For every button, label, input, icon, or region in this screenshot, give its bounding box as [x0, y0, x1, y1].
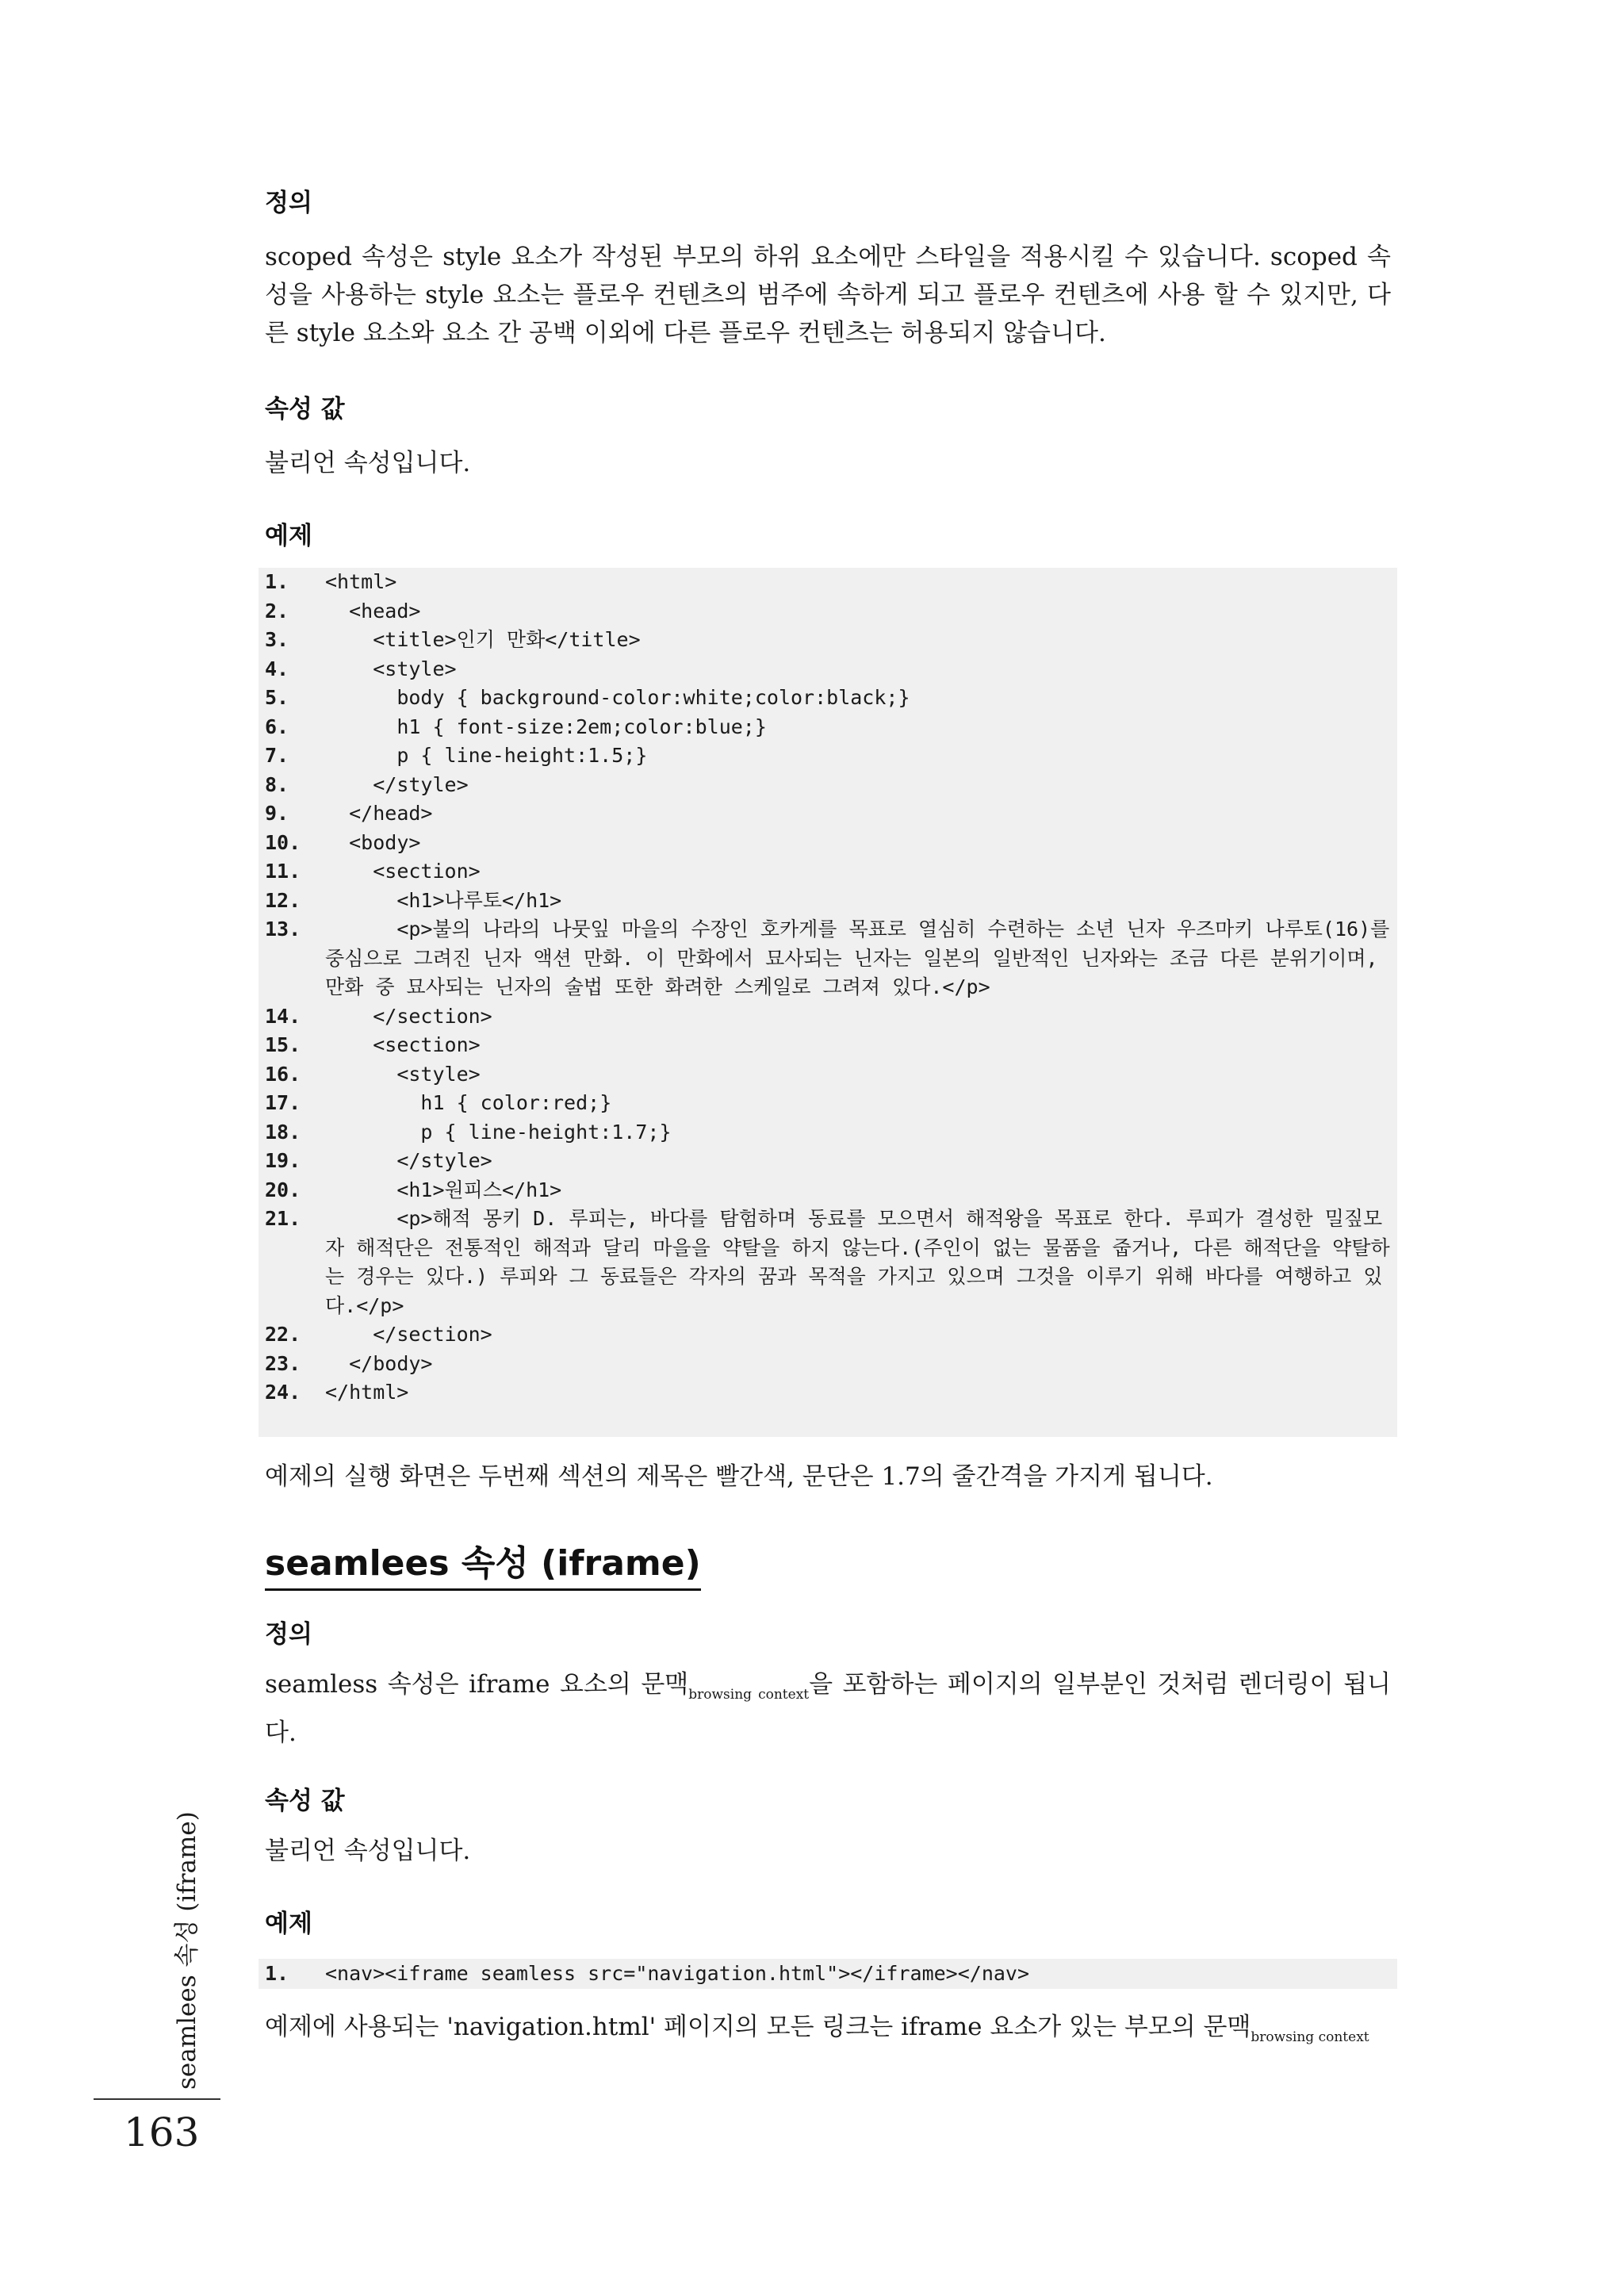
code-line [259, 799, 1397, 829]
code-text: <html> [325, 570, 397, 593]
code-line [259, 655, 1397, 684]
definition-heading-2: 정의 [265, 1620, 312, 1649]
code-text: h1 { color:red;} [325, 1091, 612, 1114]
code-text: </section> [325, 1004, 492, 1028]
code-line [259, 1350, 1397, 1379]
subscript-browsing-context: browsing context [688, 1687, 810, 1703]
line-number: 1. [265, 1962, 289, 1985]
code-line [259, 829, 1397, 858]
code-text: <p>해적 몽키 D. 루피는, 바다를 탐험하며 동료를 모으면서 해적왕을 목표로 한다. 루피가 결성한 밀짚모자 해적단은 전통적인 해적과 달리 마을을 약탈을 하지 않는다.(주인이 없는 물품을 줍거나, 다른 해적단을 약탈하는 경우는 있다.) 루피와 그 동료들은 각자의 꿈과 목적을 가지고 있으며 그것을 이루기 위해 바다를 여행하고 있다.</p> [325, 1207, 1390, 1317]
code-line [259, 1147, 1397, 1176]
line-number: 21. [265, 1207, 301, 1230]
line-number: 16. [265, 1062, 301, 1086]
code-text: </body> [325, 1351, 433, 1375]
code-text: <head> [325, 599, 421, 623]
line-number: 20. [265, 1178, 301, 1201]
line-number: 19. [265, 1149, 301, 1172]
code-line [259, 626, 1397, 655]
line-number: 1. [265, 570, 289, 593]
example-heading-2: 예제 [265, 1910, 312, 1938]
definition-heading: 정의 [265, 189, 312, 217]
code-block-2 [259, 1959, 1397, 1989]
line-number: 4. [265, 657, 289, 680]
line-number: 12. [265, 888, 301, 912]
code-text: <section> [325, 1033, 481, 1056]
code-line [259, 741, 1397, 771]
line-number: 9. [265, 802, 289, 825]
code-text: <style> [325, 657, 457, 680]
side-running-title: seamlees 속성 (iframe) [173, 1811, 201, 2090]
definition-paragraph: scoped 속성은 style 요소가 작성된 부모의 하위 요소에만 스타일을 적용시킬 수 있습니다. scoped 속성을 사용하는 style 요소는 플로우 컨텐츠의 범주에 속하게 되고 플로우 컨텐츠에 사용 할 수 있지만, 다른 style 요소와 요소 간 공백 이외에 다른 플로우 컨텐츠는 허용되지 않습니다. [265, 243, 1391, 347]
code-line [259, 1959, 1397, 1989]
code-line [259, 887, 1397, 916]
line-number: 17. [265, 1091, 301, 1114]
code-text: <title>인기 만화</title> [325, 628, 641, 651]
code-text: <section> [325, 860, 481, 883]
code-text: </section> [325, 1323, 492, 1346]
trailing-paragraph: 예제에 사용되는 'navigation.html' 페이지의 모든 링크는 iframe 요소가 있는 부모의 문맥$_{browsing context}$ [265, 2013, 1369, 2045]
line-number: 10. [265, 830, 301, 854]
line-number: 3. [265, 628, 289, 651]
line-number: 22. [265, 1323, 301, 1346]
line-number: 11. [265, 860, 301, 883]
example-heading: 예제 [265, 522, 312, 550]
section-title: seamlees 속성 (iframe) [265, 1534, 701, 1591]
code-line [259, 1031, 1397, 1060]
line-number: 5. [265, 686, 289, 709]
code-line [259, 713, 1397, 742]
code-line [259, 1205, 1397, 1320]
line-number: 24. [265, 1381, 301, 1404]
code-text: <h1>나루토</h1> [325, 888, 562, 912]
line-number: 7. [265, 744, 289, 767]
subscript-browsing-context-2: browsing context [1251, 2029, 1369, 2045]
line-number: 13. [265, 918, 301, 941]
line-number: 14. [265, 1004, 301, 1028]
line-number: 15. [265, 1033, 301, 1056]
code-line [259, 1002, 1397, 1032]
value-heading: 속성 값 [265, 395, 345, 423]
code-line [259, 684, 1397, 713]
code-text: body { background-color:white;color:black;} [325, 686, 910, 709]
line-number: 18. [265, 1120, 301, 1144]
code-text: h1 { font-size:2em;color:blue;} [325, 715, 767, 738]
line-number: 8. [265, 772, 289, 796]
value-paragraph: 불리언 속성입니다. [265, 449, 471, 477]
code-line [259, 1378, 1397, 1408]
code-block [259, 568, 1402, 1437]
value-heading-2: 속성 값 [265, 1787, 345, 1815]
code-line [259, 1089, 1397, 1118]
code-text: <body> [325, 830, 421, 854]
code-text: p { line-height:1.5;} [325, 744, 648, 767]
line-number: 6. [265, 715, 289, 738]
code-line [259, 1320, 1397, 1350]
result-paragraph: 예제의 실행 화면은 두번째 섹션의 제목은 빨간색, 문단은 1.7의 줄간격을 가지게 됩니다. [265, 1462, 1213, 1491]
code-line [259, 857, 1397, 887]
code-text: <h1>원피스</h1> [325, 1178, 562, 1201]
side-divider [94, 2098, 220, 2100]
value-paragraph-2: 불리언 속성입니다. [265, 1837, 471, 1865]
code-line [259, 1060, 1397, 1090]
code-line [259, 1176, 1397, 1205]
code-line [259, 771, 1397, 800]
code-text: </style> [325, 1149, 492, 1172]
code-line [259, 915, 1402, 1002]
code-text: </html> [325, 1381, 409, 1404]
line-number: 23. [265, 1351, 301, 1375]
code-text: </head> [325, 802, 433, 825]
code-line [259, 568, 1397, 597]
code-text: p { line-height:1.7;} [325, 1120, 672, 1144]
line-number: 2. [265, 599, 289, 623]
code-text: <nav><iframe seamless src="navigation.html"></iframe></nav> [325, 1962, 1030, 1985]
definition-paragraph-2: seamless 속성은 iframe 요소의 문맥$_{browsing context}$을 포함하는 페이지의 일부분인 것처럼 렌더링이 됩니다. [265, 1670, 1391, 1747]
page-number: 163 [124, 2109, 200, 2155]
code-text: </style> [325, 772, 469, 796]
code-text: <style> [325, 1062, 481, 1086]
code-line [259, 1118, 1397, 1148]
code-line [259, 597, 1397, 626]
code-text: <p>불의 나라의 나뭇잎 마을의 수장인 호카게를 목표로 열심히 수련하는 소년 닌자 우즈마키 나루토(16)를 중심으로 그려진 닌자 액션 만화. 이 만화에서 묘사되는 닌자는 일본의 일반적인 닌자와는 조금 다른 분위기이며, 만화 중 묘사되는 닌자의 술법 또한 화려한 스케일로 그려져 있다.</p> [325, 918, 1402, 998]
